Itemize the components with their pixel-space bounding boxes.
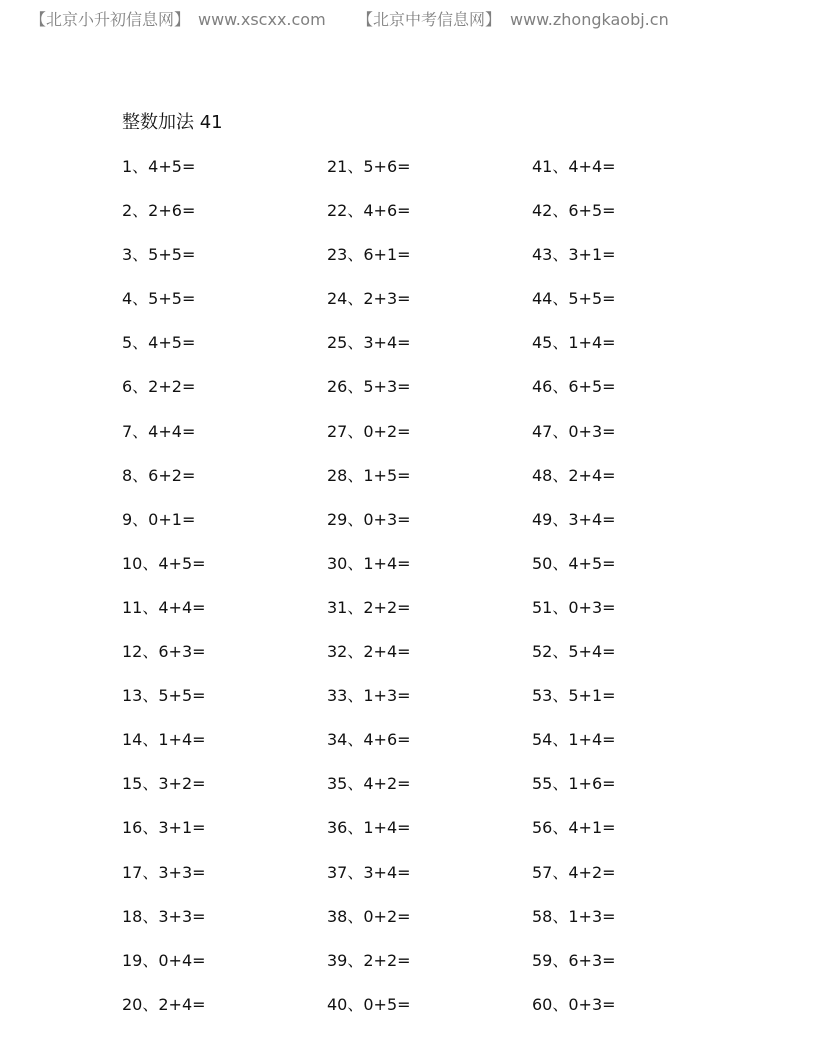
addition-problem: 4、5+5= <box>122 289 196 309</box>
addition-problem: 52、5+4= <box>532 642 616 662</box>
addition-problem: 3、5+5= <box>122 245 196 265</box>
addition-problem: 7、4+4= <box>122 421 196 441</box>
addition-problem: 48、2+4= <box>532 465 616 485</box>
header-site2-name: 【北京中考信息网】 <box>357 10 502 29</box>
addition-problem: 22、4+6= <box>327 201 411 221</box>
addition-problem: 30、1+4= <box>327 553 411 573</box>
addition-problem: 29、0+3= <box>327 509 411 529</box>
addition-problem: 51、0+3= <box>532 597 616 617</box>
addition-problem: 35、4+2= <box>327 774 411 794</box>
addition-problem: 58、1+3= <box>532 906 616 926</box>
addition-problem: 49、3+4= <box>532 509 616 529</box>
addition-problem: 56、4+1= <box>532 818 616 838</box>
addition-problem: 27、0+2= <box>327 421 411 441</box>
addition-problem: 21、5+6= <box>327 157 411 176</box>
addition-problem: 43、3+1= <box>532 245 616 265</box>
addition-problem: 9、0+1= <box>122 509 196 529</box>
addition-problem: 24、2+3= <box>327 289 411 309</box>
addition-problem: 60、0+3= <box>532 994 616 1014</box>
header-site1-name: 【北京小升初信息网】 <box>30 10 191 29</box>
addition-problem: 36、1+4= <box>327 818 411 838</box>
addition-problem: 1、4+5= <box>122 157 196 176</box>
addition-problem: 10、4+5= <box>122 553 206 573</box>
addition-problem: 13、5+5= <box>122 686 206 706</box>
page-header <box>0 0 823 40</box>
addition-problem: 6、2+2= <box>122 377 196 397</box>
addition-problem: 42、6+5= <box>532 201 616 221</box>
addition-problem: 18、3+3= <box>122 906 206 926</box>
addition-problem: 54、1+4= <box>532 730 616 750</box>
addition-problem: 38、0+2= <box>327 906 411 926</box>
addition-problem: 16、3+1= <box>122 818 206 838</box>
addition-problem: 39、2+2= <box>327 950 411 970</box>
addition-problem: 14、1+4= <box>122 730 206 750</box>
addition-problem: 15、3+2= <box>122 774 206 794</box>
addition-problem: 33、1+3= <box>327 686 411 706</box>
problem-column-1 <box>122 155 322 1037</box>
addition-problem: 47、0+3= <box>532 421 616 441</box>
addition-problem: 59、6+3= <box>532 950 616 970</box>
header-site1-url[interactable]: www.xscxx.com <box>198 10 326 29</box>
addition-problem: 32、2+4= <box>327 642 411 662</box>
addition-problem: 23、6+1= <box>327 245 411 265</box>
addition-problem: 34、4+6= <box>327 730 411 750</box>
addition-problem: 17、3+3= <box>122 862 206 882</box>
addition-problem: 11、4+4= <box>122 597 206 617</box>
addition-problem: 44、5+5= <box>532 289 616 309</box>
header-site2-url[interactable]: www.zhongkaobj.cn <box>510 10 669 29</box>
addition-problem: 57、4+2= <box>532 862 616 882</box>
problem-column-3 <box>532 155 732 1037</box>
addition-problem: 55、1+6= <box>532 774 616 794</box>
addition-problem: 26、5+3= <box>327 377 411 397</box>
addition-problem: 45、1+4= <box>532 333 616 353</box>
addition-problem: 5、4+5= <box>122 333 196 353</box>
addition-problem: 20、2+4= <box>122 994 206 1014</box>
worksheet-title: 整数加法 41 <box>122 112 223 133</box>
addition-problem: 25、3+4= <box>327 333 411 353</box>
addition-problem: 31、2+2= <box>327 597 411 617</box>
addition-problem: 28、1+5= <box>327 465 411 485</box>
addition-problem: 19、0+4= <box>122 950 206 970</box>
addition-problem: 8、6+2= <box>122 465 196 485</box>
addition-problem: 37、3+4= <box>327 862 411 882</box>
addition-problem: 46、6+5= <box>532 377 616 397</box>
addition-problem: 2、2+6= <box>122 201 196 221</box>
addition-problem: 12、6+3= <box>122 642 206 662</box>
addition-problem: 50、4+5= <box>532 553 616 573</box>
addition-problem: 41、4+4= <box>532 157 616 176</box>
problem-column-2 <box>327 155 527 1037</box>
addition-problem: 40、0+5= <box>327 994 411 1014</box>
addition-problem: 53、5+1= <box>532 686 616 706</box>
